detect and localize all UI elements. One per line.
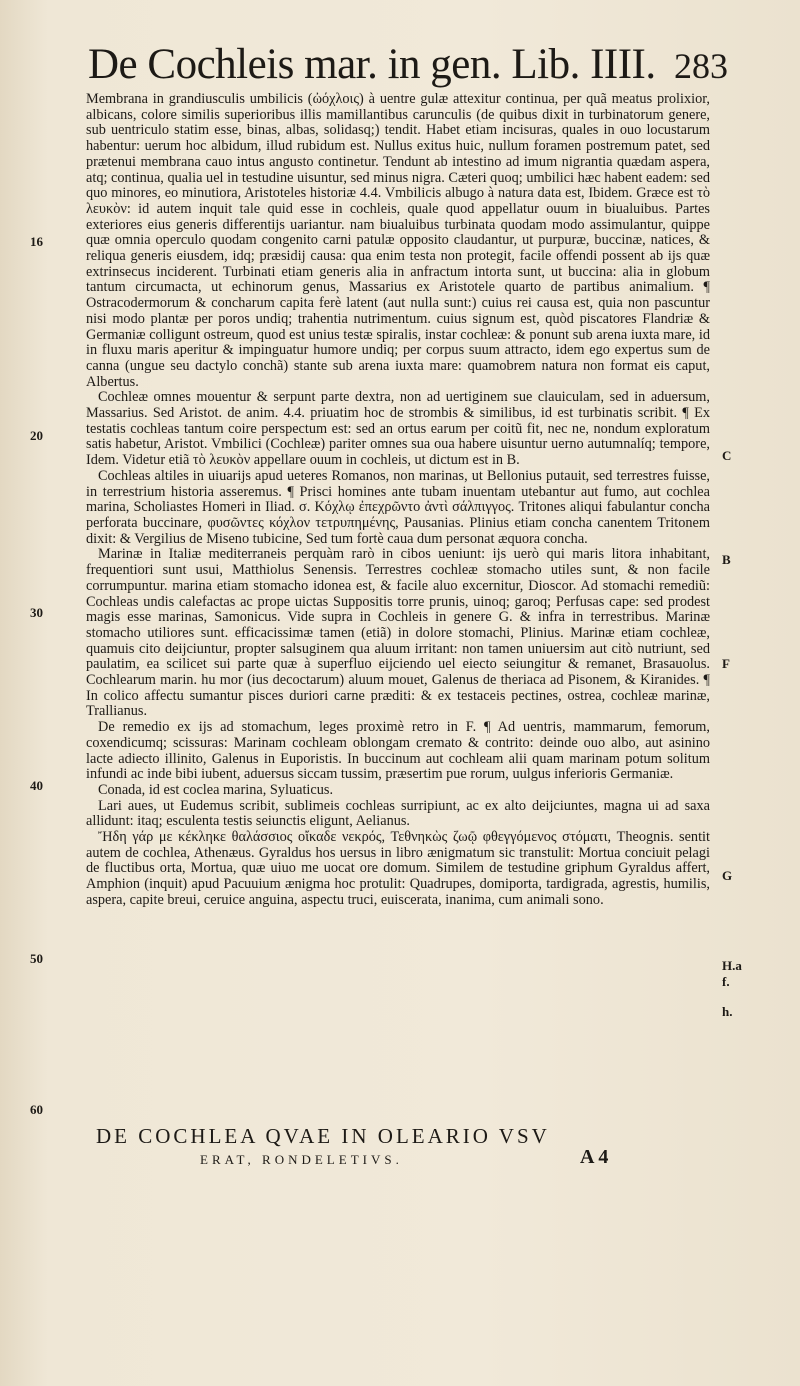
signature-mark: A 4 <box>580 1146 609 1168</box>
paragraph-movement: Cochleæ omnes mouentur & serpunt parte dextra, non ad uertiginem sue clauiculam, sed in aduersum, Massarius. Sed Aristot. de anim. 4.4. priuatim hoc de strombis & similibus, id est turbinatis scribit. ¶ Ex testatis cochleas tantum coire perspectum est: sed an ortus earum per coitũ fit, nec ne, nondum exploratum satis habetur, Aristot. Vmbilici (Cochleæ) pariter omnes sua oua habere uisuntur uerno autumnalíq; tempore, Idem. Videtur etiã τὸ λευκὸν appellare ouum in cochleis, ut dictum est in B. <box>86 389 710 469</box>
margin-letter: F <box>722 656 730 671</box>
margin-letter: H.a <box>722 958 742 973</box>
paragraph-theognis: Ἤδη γάρ με κέκληκε θαλάσσιος οἴκαδε νεκρός, Τεθνηκὼς ζωῷ φθεγγόμενος στόματι, Theognis. sentit autem de cochlea, Athenæus. Gyraldus hos uersus in libro ænigmatum sic transtulit: Mortua conciuit pelagi de fluctibus orta, Mortua, quæ uiuo me uocat ore domum. Similem de testudine griphum Gyraldus affert, Amphion (inquit) apud Pacuuium ænigma hoc protulit: Quadrupes, domiporta, tardigrada, agrestis, humilis, aspera, capite breui, ceruice anguina, aspectu truci, euiscerata, inanima, cum animali sono. <box>86 829 710 908</box>
page-number: 283 <box>674 46 728 86</box>
section-author: ERAT, RONDELETIVS. <box>200 1152 403 1167</box>
line-number: 30 <box>30 605 43 620</box>
paragraph-lari: Lari aues, ut Eudemus scribit, sublimeis cochleas surripiunt, ac ex alto deijciuntes, magna ui ad saxa allidunt: itaq; esculenta testis seiunctis eligunt, Aelianus. <box>86 797 710 830</box>
running-title: De Cochleis mar. in gen. Lib. IIII. <box>88 41 656 88</box>
line-number: 20 <box>30 428 43 443</box>
paragraph-food: Marinæ in Italiæ mediterraneis perquàm rarò in cibos ueniunt: ijs uerò qui maris litora inhabitant, frequentiori sunt usui, Matthiolus Senensis. Terrestres cochleæ stomacho utiles sunt, & non facile corrumpuntur. marina etiam stomacho idonea est, & facile aluo excernitur, Dioscor. Ad stomachi remediũ: Cochleas undis calefactas ac prope uictas Suppositis torre prunis, uinoq; garoq; Perfusas cape: sed prodest magis esse marinas, Samonicus. Vide supra in Cochleis in genere G. & infra in terrestribus. Marinæ stomacho utiliores sunt. efficacissimæ tamen (etiã) in dolore stomachi, Plinius. Marinæ etiam cochleæ, quamuis cito deijciuntur, propter salsuginem qua aluum irritant: non tamen uniuersim aut citò nutriunt, sed paulatim, ea scilicet sui parte quæ à superfluo eijciendo uel eiecto seiungitur & remanet, Brasauolus. Cochlearum marin. hu mor (ius decoctarum) aluum mouet, Galenus de theriaca ad Pisonem, & Kiranides. ¶ In colico affectu sumantur pisces duriori carne præditi: & ex testaceis pectines, ostrea, cochleæ marinæ, Trallianus. <box>86 546 710 720</box>
paragraph-anatomy: Membrana in grandiusculis umbilicis (ὠόχλοις) à uentre gulæ attexitur continua, per quã meatus prolixior, albicans, colore similis superioribus illis mamillantibus carunculis (de quibus dixit in turbinatorum genere, sub uentriculo statim esse, binas, albas, solidasq;) tendit. Habet etiam incisuras, quales in ouo locustarum habentur: uerum hoc albidum, illud rubidum est. Nullus exitus huic, nullum foramen postremum patet, sed prætenui membrana cauo intus angusto continetur. Tendunt ab intestino ad imum nigrantia quædam aspera, atq; continua, qualia uel in testudine uisuntur, sed minus nigra. Cæteri quoq; umbilici hæc habent eadem: sed quo minores, eo minutiora, Aristoteles historiæ 4.4. Vmbilicis albugo à natura data est, Ibidem. Græce est τὸ λευκὸν: id autem inquit tale quid esse in cochleis, quale quod appellatur ouum in biualuibus. Partes exteriores eius generis differentijs uariantur. nam biualuibus turbinata quodam modo assimulantur, quippe quæ omnia operculo quodam congenito carni patulæ opposito claudantur, ut purpuræ, buccinæ, natices, & reliqua generis eiusdem, idq; præsidij causa: qua enim testa non protegit, facile offendi possent ab ijs quæ extrinsecus inciderent. Turbinati etiam generis alia in anfractum intorta sunt, ut buccina: alia in globum tantum circumacta, ut echinorum genus, Massarius ex Aristotele quarto de partibus animalium. ¶ Ostracodermorum & concharum capita ferè latent (aut nulla sunt:) cuius rei causa est, quia non pascuntur nisi modo plantæ per poros undiq; trahentia nutrimentum. cuius signum est, quòd piscatores Flandriæ & Germaniæ colligunt ostreum, quod est unius testæ spiralis, instar cochleæ: & ponunt sub arena iuxta mare, id in fluxu maris aperitur & impinguatur humore undiq; per corpus suum attracto, idem ego expertus sum de canna (ungue seu dactylo conchã) stante sub arena iuxta mare: quamobrem natura non format eis caput, Albertus. <box>86 91 710 390</box>
margin-letter: C <box>722 448 732 463</box>
line-number: 60 <box>30 1102 43 1117</box>
paragraph-remedies: De remedio ex ijs ad stomachum, leges proximè retro in F. ¶ Ad uentris, mammarum, femorum, coxendicumq; scissuras: Marinam cochleam oblongam cremato & contrito: deinde ouo albo, aut asinino lacte adiecto illinito, Galenus in Euporistis. In buccinum aut cochleam alii quam marinam potum solitum infundi ac inde bibi iubent, aduersus siccam tussim, præsertim pue rorum, uulgus inferioris Germaniæ. <box>86 719 710 783</box>
margin-letter: B <box>722 552 731 567</box>
section-heading: DE COCHLEA QVAE IN OLEARIO VSV <box>96 1124 550 1148</box>
margin-letter: G <box>722 868 733 883</box>
paragraph-altiles: Cochleas altiles in uiuarijs apud ueteres Romanos, non marinas, ut Bellonius putauit, sed terrestres fuisse, in terrestrium historia asseremus. ¶ Prisci homines ante tubam inuentam utebantur aut fumo, aut cochlea marina, Scholiastes Homeri in Iliad. σ. Κόχλῳ ἐπεχρῶντο ἀντὶ σάλπιγγος. Tritones aliqui fabulantur concha perforata buccinare, φυσῶντες κόχλον τετρυπημένης, Pausanias. Plinius etiam concha canentem Tritonem dixit: & Vergilius de Miseno tubicine, Sed tum fortè caua dum personat æquora concha. <box>86 467 710 547</box>
margin-letter: f. <box>722 974 730 989</box>
line-number: 50 <box>30 951 43 966</box>
body-text <box>86 92 710 909</box>
paragraph-conada: Conada, id est coclea marina, Syluaticus. <box>98 781 334 798</box>
margin-letter: h. <box>722 1004 733 1019</box>
line-number: 40 <box>30 778 43 793</box>
line-number: 16 <box>30 234 43 249</box>
